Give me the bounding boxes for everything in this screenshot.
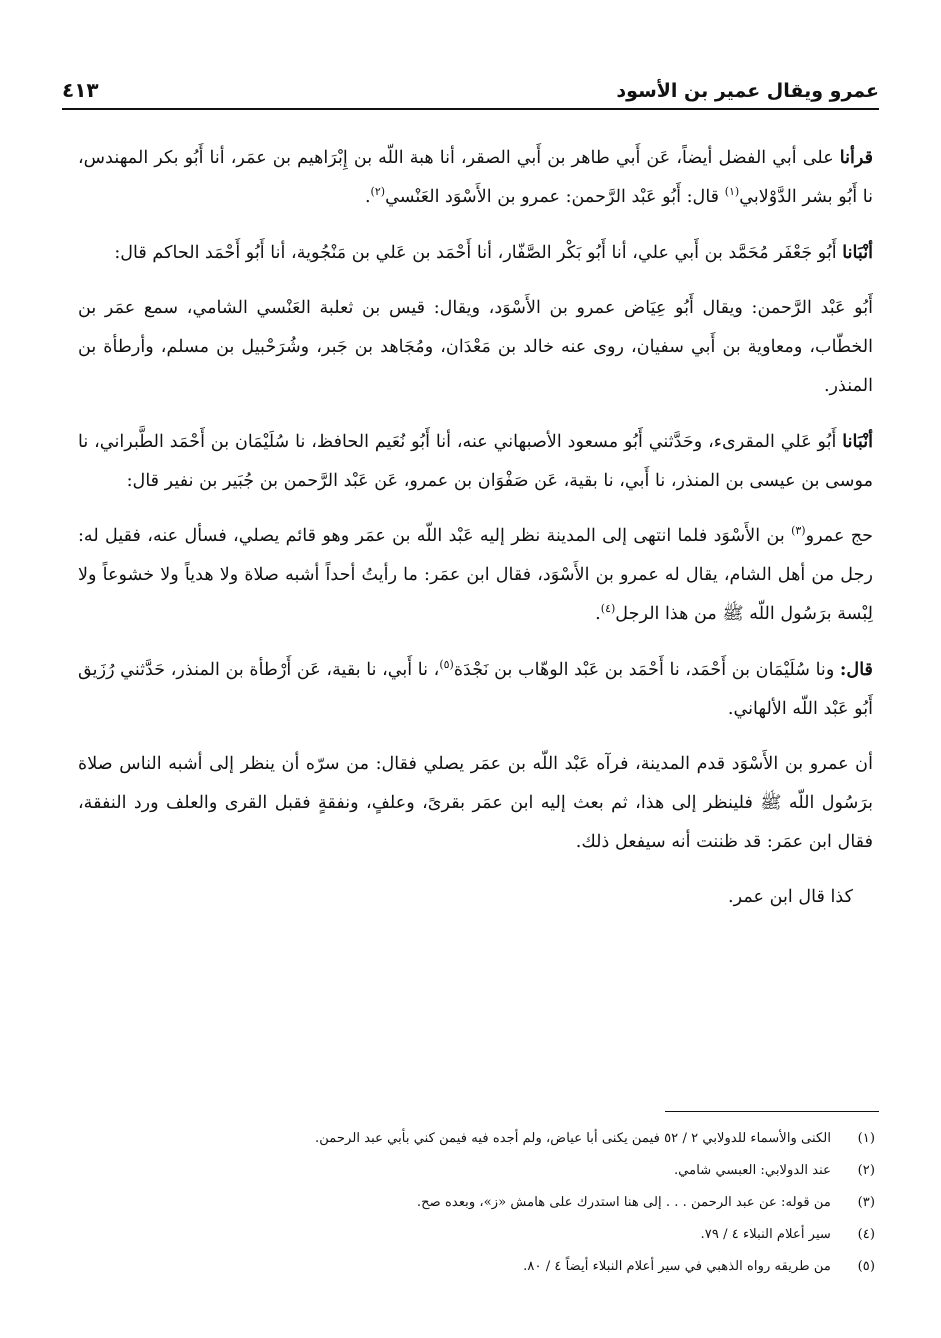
paragraph-text: أَبُو عَبْد الرَّحمن: ويقال أَبُو عِيَاض عمرو بن الأَسْوَد، ويقال: قيس بن ثعلبة العَنْسي الشامي، سمع عمَر بن الخطّاب، ومعاوية بن أَبي سفيان، روى عنه خالد بن مَعْدَان، ومُجَاهد بن جَبر، وشُرَحْبيل بن مسلم، وأرطأة بن المنذر.: [78, 298, 873, 396]
footnote-text: من طريقه رواه الذهبي في سير أعلام النبلاء أيضاً ٤ / ٨٠.: [523, 1259, 831, 1274]
footnotes: [80, 1123, 875, 1283]
paragraph-1: [78, 138, 873, 217]
running-title: عمرو ويقال عمير بن الأسود: [616, 80, 879, 102]
footnote-ref[interactable]: (٣): [791, 524, 806, 538]
footnote-number: (٢): [857, 1163, 875, 1178]
footnote-ref[interactable]: (١): [724, 185, 740, 199]
page-header: [62, 68, 879, 110]
footnote-item: [80, 1219, 875, 1251]
footnote-text: الكنى والأسماء للدولابي ٢ / ٥٢ فيمن يكنى أبا عياض، ولم أجده فيه فيمن كني بأبي عبد الرحمن.: [315, 1131, 831, 1146]
paragraph-text: ونا سُلَيْمَان بن أَحْمَد، نا أَحْمَد بن عَبْد الوهّاب بن نَجْدَة: [453, 660, 840, 680]
paragraph-lead: قرأنا: [839, 147, 873, 168]
paragraph-6: [78, 650, 873, 729]
footnote-ref[interactable]: (٥): [439, 658, 454, 672]
paragraph-lead: قال:: [839, 659, 873, 680]
paragraph-text: أَبُو عَلي المقرىء، وحَدَّثني أَبُو مسعود الأصبهاني عنه، أنا أَبُو نُعَيم الحافظ، نا سُلَيْمَان بن أَحْمَد الطَّبراني، نا موسى بن عيسى بن المنذر، نا أَبي، نا بقية، عَن صَفْوَان بن عمرو، عَن عَبْد الرَّحمن بن جُبَير بن نفير قال:: [78, 432, 873, 491]
footnote-item: [80, 1155, 875, 1187]
page-number: ٤١٣: [62, 78, 99, 102]
paragraph-3: [78, 289, 873, 406]
footnote-number: (٤): [857, 1227, 875, 1242]
paragraph-2: [78, 233, 873, 273]
paragraph-7: [78, 745, 873, 862]
footnote-item: [80, 1187, 875, 1219]
footnote-separator: [665, 1111, 879, 1112]
paragraph-text: .: [595, 604, 601, 624]
footnote-ref[interactable]: (٢): [370, 185, 386, 199]
footnote-item: [80, 1123, 875, 1155]
paragraph-text: قال: أَبُو عَبْد الرَّحمن: عمرو بن الأَسْوَد العَنْسي: [385, 187, 725, 207]
paragraph-lead: أنْبَانا: [842, 242, 873, 263]
paragraph-text: بن الأَسْوَد فلما انتهى إلى المدينة نظر إليه عَبْد اللّه بن عمَر وهو قائم يصلي، فسأل عنه، فقيل له: رجل من أهل الشام، يقال له عمرو بن الأَسْوَد، فقال ابن عمَر: ما رأيتُ أحداً أشبه صلاة ولا هدياً ولا خشوعاً ولا لِبْسة برَسُول اللّه ﷺ من هذا الرجل: [78, 526, 873, 624]
paragraph-text: .: [364, 187, 371, 207]
footnote-text: من قوله: عن عبد الرحمن . . . إلى هنا استدرك على هامش «ز»، وبعده صح.: [416, 1195, 831, 1210]
paragraph-text: أن عمرو بن الأَسْوَد قدم المدينة، فرآه عَبْد اللّه بن عمَر يصلي فقال: من سرّه أن ينظر إلى أشبه الناس صلاة برَسُول اللّه ﷺ فلينظر إلى هذا، ثم بعث إليه ابن عمَر بقرىً، وعلفٍ، ونفقةٍ فقبل القرى والعلف ورد النفقة، فقال ابن عمَر: قد ظننت أنه سيفعل ذلك.: [78, 754, 873, 852]
paragraph-4: [78, 422, 873, 501]
paragraph-text: أَبُو جَعْفَر مُحَمَّد بن أَبي علي، أنا أَبُو بَكْر الصَّفّار، أنا أَحْمَد بن عَلي بن مَنْجُوية، أنا أَبُو أَحْمَد الحاكم قال:: [114, 243, 843, 263]
footnote-text: عند الدولابي: العبسي شامي.: [673, 1163, 831, 1178]
footnote-ref[interactable]: (٤): [600, 602, 616, 616]
paragraph-text: ، نا أَبي، نا بقية، عَن أَرْطأة بن المنذر، حَدَّثني رُزَيق أَبُو عَبْد اللّه الألهاني.: [78, 660, 873, 719]
footnote-number: (٣): [857, 1195, 875, 1210]
paragraph-8: [78, 878, 873, 917]
footnote-item: [80, 1251, 875, 1283]
footnote-text: سير أعلام النبلاء ٤ / ٧٩.: [700, 1227, 831, 1242]
paragraph-text: على أبي الفضل أيضاً، عَن أَبي طاهر بن أَبي الصقر، أنا هبة اللّه بن إِبْرَاهيم بن عمَر، أنا أَبُو بكر المهندس، نا أَبُو بشر الدَّوْلابي: [78, 148, 873, 207]
footnote-number: (١): [857, 1131, 875, 1146]
footnote-number: (٥): [857, 1259, 875, 1274]
paragraph-text: كذا قال ابن عمر.: [728, 887, 853, 907]
paragraph-lead: أنْبَانا: [842, 431, 873, 452]
main-text: [78, 138, 873, 926]
paragraph-5: [78, 517, 873, 634]
paragraph-text: حج عمرو: [805, 526, 874, 546]
